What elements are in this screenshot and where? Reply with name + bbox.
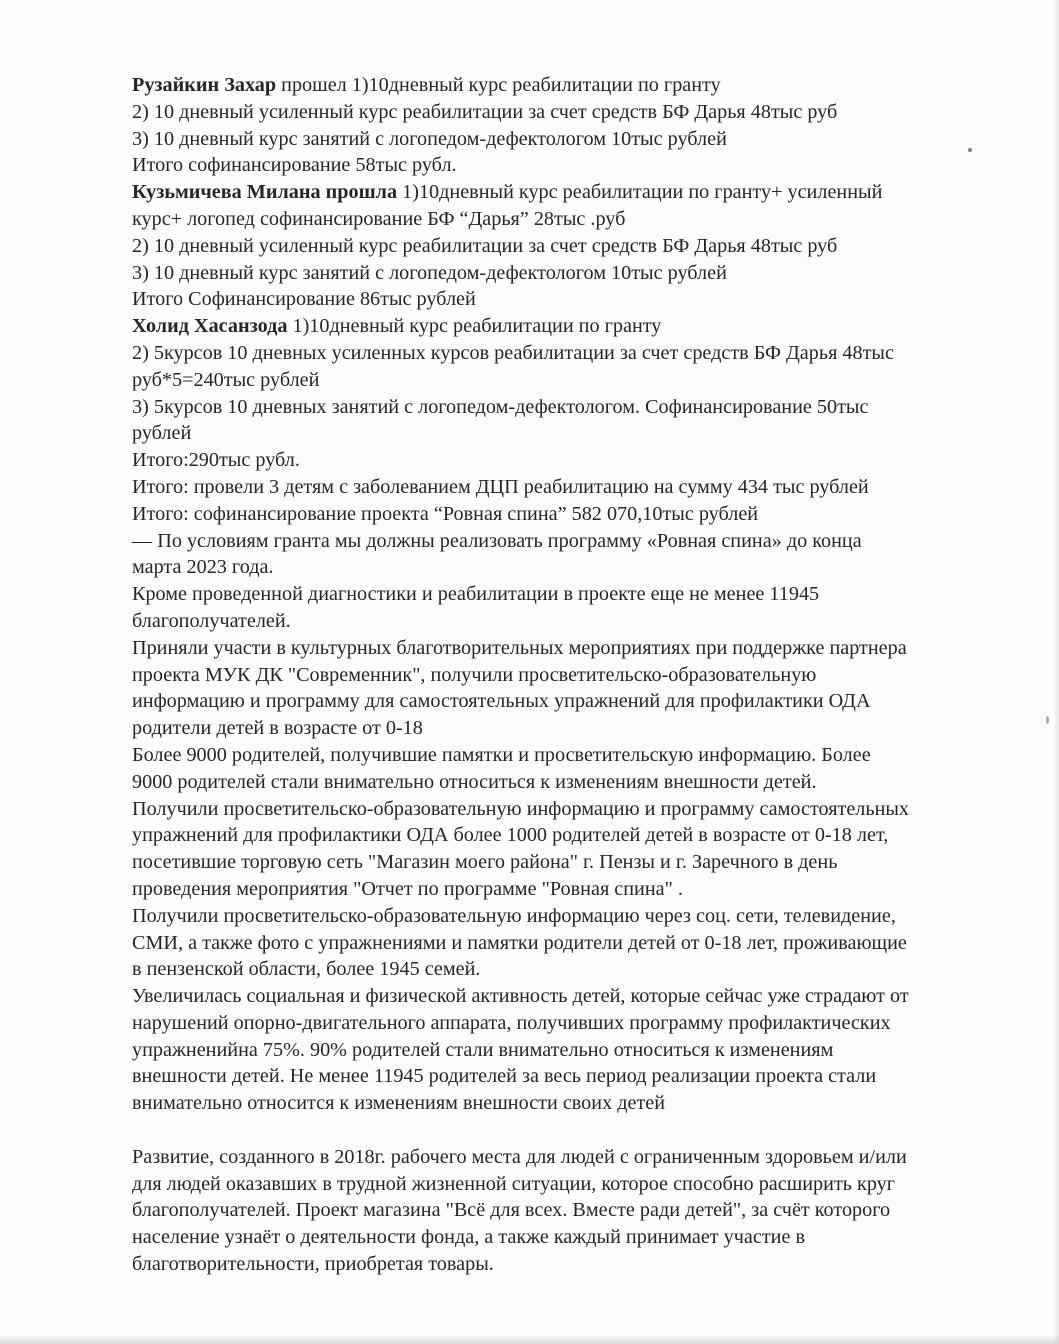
line-text: рублей (132, 422, 192, 445)
text-line (132, 956, 1042, 983)
line-text: 2) 10 дневный усиленный курс реабилитации за счет средств БФ Дарья 48тыс руб (132, 100, 838, 123)
text-line (132, 769, 1042, 796)
text-line (132, 849, 1042, 876)
line-text: нарушений опорно-двигательного аппарата, получивших программу профилактических (132, 1011, 891, 1034)
person-name: Холид Хасанзода (132, 315, 288, 338)
text-line (132, 742, 1042, 769)
text-line (132, 152, 1042, 179)
line-text: — По условиям гранта мы должны реализовать программу «Ровная спина» до конца (132, 529, 862, 552)
text-line (132, 260, 1042, 287)
line-text: 3) 10 дневный курс занятий с логопедом-дефектологом 10тыс рублей (132, 261, 727, 284)
line-text: благополучателей. (132, 609, 291, 632)
line-text: 2) 5курсов 10 дневных усиленных курсов реабилитации за счет средств БФ Дарья 48тыс (132, 341, 894, 364)
scan-speck (1046, 716, 1049, 724)
scan-edge-shadow-right (1053, 0, 1059, 1344)
line-text: 1)10дневный курс реабилитации по гранту+ усиленный (397, 181, 883, 204)
text-line (132, 796, 1042, 823)
text-line (132, 367, 1042, 394)
text-line (132, 340, 1042, 367)
line-text: Получили просветительско-образовательную информацию через соц. сети, телевидение, (132, 904, 896, 927)
paragraph-gap (132, 1117, 1042, 1144)
text-line (132, 206, 1042, 233)
line-text: в пензенской области, более 1945 семей. (132, 958, 481, 981)
text-line (132, 635, 1042, 662)
text-line (132, 447, 1042, 474)
line-text: руб*5=240тыс рублей (132, 368, 320, 391)
line-text: 3) 5курсов 10 дневных занятий с логопедом-дефектологом. Софинансирование 50тыс (132, 395, 869, 418)
text-line (132, 233, 1042, 260)
text-line (132, 1063, 1042, 1090)
line-text: курс+ логопед софинансирование БФ “Дарья” 28тыс .руб (132, 207, 626, 230)
line-text: Более 9000 родителей, получившие памятки и просветительскую информацию. Более (132, 743, 871, 766)
line-text: упражненийна 75%. 90% родителей стали внимательно относиться к изменениям (132, 1038, 834, 1061)
line-text: 2) 10 дневный усиленный курс реабилитации за счет средств БФ Дарья 48тыс руб (132, 234, 838, 257)
line-text: посетившие торговую сеть "Магазин моего района" г. Пензы и г. Заречного в день (132, 851, 838, 874)
line-text: Получили просветительско-образовательную информацию и программу самостоятельных (132, 797, 910, 820)
line-text: 9000 родителей стали внимательно относиться к изменениям внешности детей. (132, 770, 817, 793)
text-line (132, 179, 1042, 206)
text-line (132, 1224, 1042, 1251)
person-name: Кузьмичева Милана прошла (132, 181, 398, 204)
text-line (132, 581, 1042, 608)
line-text: упражнений для профилактики ОДА более 1000 родителей детей в возрасте от 0-18 лет, (132, 824, 889, 847)
line-text: внимательно относится к изменениям внешности своих детей (132, 1092, 666, 1115)
line-text: для людей оказавших в трудной жизненной ситуации, которое способно расширить круг (132, 1172, 896, 1195)
line-text: СМИ, а также фото с упражнениями и памятки родители детей от 0-18 лет, проживающие (132, 931, 907, 954)
person-name: Рузайкин Захар (132, 74, 277, 96)
text-line (132, 688, 1042, 715)
line-text: прошел 1)10дневный курс реабилитации по гранту (276, 74, 721, 96)
text-line (132, 501, 1042, 528)
text-line (132, 822, 1042, 849)
text-line (132, 1197, 1042, 1224)
line-text: родители детей в возрасте от 0-18 (132, 717, 423, 740)
text-line (132, 662, 1042, 689)
text-line (132, 903, 1042, 930)
text-line (132, 99, 1042, 126)
text-line (132, 528, 1042, 555)
line-text: Итого Софинансирование 86тыс рублей (132, 288, 476, 311)
text-line (132, 420, 1042, 447)
line-text: Итого:290тыс рубл. (132, 449, 300, 472)
text-line (132, 1090, 1042, 1117)
line-text: Увеличилась социальная и физической активность детей, которые сейчас уже страдают от (132, 985, 909, 1008)
text-line (132, 1144, 1042, 1171)
line-text: Итого: провели 3 детям с заболеванием ДЦП реабилитацию на сумму 434 тыс рублей (132, 475, 869, 498)
line-text: Итого софинансирование 58тыс рубл. (132, 154, 457, 177)
line-text: информацию и программу для самостоятельных упражнений для профилактики ОДА (132, 690, 871, 713)
line-text: внешности детей. Не менее 11945 родителей за весь период реализации проекта стали (132, 1065, 877, 1088)
text-line (132, 554, 1042, 581)
text-line (132, 715, 1042, 742)
line-text: 3) 10 дневный курс занятий с логопедом-дефектологом 10тыс рублей (132, 127, 727, 150)
line-text: проведения мероприятия "Отчет по программе "Ровная спина" . (132, 877, 683, 900)
text-line (132, 876, 1042, 903)
line-text: проекта МУК ДК "Современник", получили просветительско-образовательную (132, 663, 817, 686)
line-text: Приняли участи в культурных благотворительных мероприятиях при поддержке партнера (132, 636, 907, 659)
text-line (132, 1251, 1042, 1278)
text-line (132, 930, 1042, 957)
text-line (132, 72, 1042, 99)
text-line (132, 608, 1042, 635)
line-text: Кроме проведенной диагностики и реабилитации в проекте еще не менее 11945 (132, 583, 820, 606)
text-line (132, 394, 1042, 421)
line-text: марта 2023 года. (132, 556, 274, 579)
line-text: население узнаёт о деятельности фонда, а также каждый принимает участие в (132, 1226, 805, 1249)
text-line (132, 313, 1042, 340)
text-line (132, 126, 1042, 153)
line-text: Развитие, созданного в 2018г. рабочего места для людей с ограниченным здоровьем и/или (132, 1145, 907, 1168)
line-text: Итого: софинансирование проекта “Ровная спина” 582 070,10тыс рублей (132, 502, 759, 525)
line-text: благотворительности, приобретая товары. (132, 1253, 494, 1276)
text-line (132, 983, 1042, 1010)
document-body (132, 72, 1042, 1278)
text-line (132, 1171, 1042, 1198)
text-line (132, 474, 1042, 501)
text-line (132, 286, 1042, 313)
text-line (132, 1010, 1042, 1037)
line-text: благополучателей. Проект магазина "Всё для всех. Вместе ради детей", за счёт которого (132, 1199, 891, 1222)
text-line (132, 1037, 1042, 1064)
scan-edge-shadow-bottom (0, 1334, 1059, 1344)
line-text: 1)10дневный курс реабилитации по гранту (287, 315, 662, 338)
